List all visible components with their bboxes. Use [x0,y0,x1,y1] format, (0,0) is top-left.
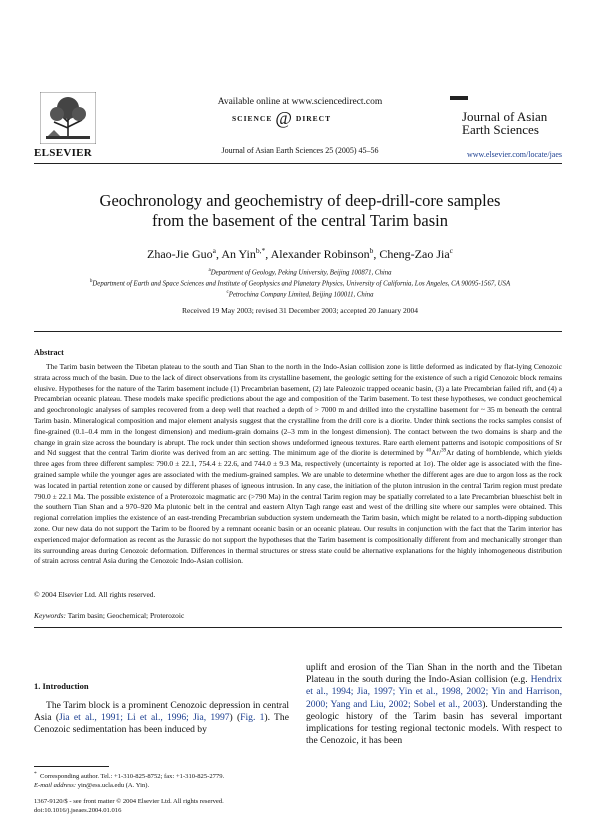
received-dates: Received 19 May 2003; revised 31 December 2003; accepted 20 January 2004 [182,306,418,315]
journal-name-line1: Journal of Asian [462,109,548,124]
keywords-label: Keywords: [34,611,66,620]
author-name: Alexander Robinson [270,247,370,261]
sciencedirect-right: DIRECT [295,113,332,123]
affiliation-mark: b [89,279,93,284]
footnote-divider [34,766,109,767]
body-column-right [306,662,562,747]
author-name: An Yin [221,247,256,261]
sciencedirect-at-icon: @ [275,108,293,128]
affiliation-text: Department of Geology, Peking University, Beijing 100871, China [210,269,392,277]
abstract-copyright: © 2004 Elsevier Ltd. All rights reserved. [34,590,156,599]
issn-line: 1367-9120/$ - see front matter © 2004 Elsevier Ltd. All rights reserved. [34,798,224,805]
sciencedirect-left: SCIENCE [232,113,273,123]
affiliation-text: Petrochina Company Limited, Beijing 100011, China [228,291,374,299]
body-text: ) ( [229,712,241,724]
footnote-email [34,781,289,790]
elsevier-tree-logo [40,92,96,144]
title-divider [34,331,562,332]
affiliation [34,268,566,276]
footnote-corresponding-text: Corresponding author. Tel.: +1-310-825-8752; fax: +1-310-825-2779. [40,773,225,781]
journal-logo-bar [450,96,468,100]
affiliation-mark: c [226,290,229,295]
article-title [60,191,540,231]
abstract-body [34,362,562,567]
footnote-email-label: E-mail address: [34,782,77,790]
affiliation-mark: a [208,268,211,273]
doi-line[interactable]: doi:10.1016/j.jseaes.2004.01.016 [34,807,122,814]
body-text: The Tarim block is a prominent Cenozoic depression in central Asia ( [34,700,289,724]
abstract-ar: Ar/ [431,448,442,458]
article-title-line1: Geochronology and geochemistry of deep-drill-core samples [99,191,501,210]
author-list: Zhao-Jie Guo$^a$, An Yin$^{b,*}$, Alexander Robinson$^b$, Cheng-Zao Jia$^c$ [146,246,453,261]
affiliation-text: Department of Earth and Space Sciences and Institute of Geophysics and Planetary Physics, University of California, Los Angeles, CA 90095-1567, USA [92,280,511,288]
author-mark: b,* [255,246,266,255]
body-text: ). The Cenozoic sedimentation has been induced by [34,712,289,736]
abstract-divider [34,627,562,628]
publisher-name: ELSEVIER [34,147,93,159]
citation-link[interactable]: Jia et al., 1991; Li et al., 1996; Jia, 1997 [59,712,230,724]
footnote-mark: * [34,771,37,777]
figure-link[interactable]: Fig. 1 [240,712,265,724]
author-name: Cheng-Zao Jia [379,247,450,261]
header-divider [34,163,562,164]
author-mark: b [369,246,374,255]
abstract-sup-39: 39 [441,448,447,454]
sciencedirect-logo [232,110,331,126]
journal-name-line2: Earth Sciences [462,122,539,137]
affiliation [34,279,566,287]
body-text: ). Understanding the geologic history of the Tarim basin has several important implications for testing regional tectonic models. With respect to the Cenozoic, it has been [306,698,562,747]
abstract-heading: Abstract [34,348,64,357]
section-heading-introduction: 1. Introduction [34,681,89,691]
footnote-corresponding [34,770,289,781]
keywords-line [34,611,184,620]
body-text: uplift and erosion of the Tian Shan in the north and the Tibetan Plateau in the south during the Indo-Asian collision (e.g. [306,662,562,686]
body-column-left [34,700,289,737]
issn-doi [34,797,224,815]
author-mark: c [449,246,453,255]
citation-link[interactable]: Hendrix et al., 1994; Jia, 1997; Yin et al., 1998, 2002; Yin and Harrison, 2000; Yang and Liu, 2002; Sobel et al., 2003 [306,674,562,710]
journal-reference: Journal of Asian Earth Sciences 25 (2005) 45–56 [221,146,379,155]
footnote [34,770,289,790]
footnote-email-address[interactable]: yin@ess.ucla.edu (A. Yin). [77,782,150,790]
journal-url-link[interactable]: www.elsevier.com/locate/jaes [467,150,562,159]
keywords-list: Tarim basin; Geochemical; Proterozoic [67,611,185,620]
author-name: Zhao-Jie Guo [146,247,213,261]
available-online-text: Available online at www.sciencedirect.com [217,97,383,107]
article-title-line2: from the basement of the central Tarim basin [152,211,448,230]
author-mark: a [212,246,216,255]
journal-name [462,110,547,136]
affiliation [34,290,566,298]
abstract-sup-40: 40 [426,448,432,454]
abstract-text-part1: The Tarim basin between the Tibetan plateau to the south and Tian Shan to the north in the Indo-Asian collision zone is little deformed as indicated by flat-lying Cenozoic strata across much of the basin. Due to the lack of direct observations from its crystalline basement, the geologic setting for the existence of such a rigid Cenozoic block remains elusive. Hypotheses for the nature of the Tarim basement include (1) Precambrian basement, (2) late Paleozoic trapped oceanic basin, (3) a late Precambrian failed rift, and (4) a Precambrian oceanic plateau. These models make specific predictions about the age and composition of the Tarim basement. To test these hypotheses, we conduct geochemical and geochronologic analyses of samples recovered from a deep well that reached a depth of > 7000 m and drilled into the crystalline basement for ~ 35 m beneath the central Tarim basin. Mineralogical composition and major element analysis suggest that the crystalline from the drill core is a diorite. Under think sections the rocks samples consist of fine-grained (0.1–0.4 mm in the longest dimension) and medium-grain domains (2–3 mm in the longest dimension). The contact between the two domains is sharp and the change in grain size across the boundary is abrupt. The rock under thin section shows undeformed igneous textures. Rare earth element patterns and isotopic compositions of Sr and Nd suggest that the central Tarim diorite was derived from an arc setting. The minimum age of the diorite is determined by [34,362,562,458]
abstract-text-part2: Ar dating of hornblende, which yields three ages from three different samples: 790.0 ± 22.1, 754.4 ± 22.6, and 744.0 ± 9.3 Ma, respectively (uncertainty is reported at 1σ). The older age is associated with the fine-grained sample while the younger ages are associated with the medium-grained samples. We are unable to determine whether the different ages are due to argon loss as the rock was located in partial retention zone or caused by different phases of igneous intrusion. In any case, the initiation of the pluton intrusion in the central Tarim region must predate 790.0 ± 22.1 Ma. The possible existence of a Proterozoic magmatic arc (>790 Ma) in the central Tarim region may be spatially correlated to a late Precambrian blueschist belt in the southern Tian Shan and a 970–920 Ma plutonic belt in the central and eastern Altyn Tagh range east and west of the drilling site where our samples were obtained. This regional correlation implies the existence of an east-trending Precambrian subduction system underneath the Tarim basin, which might be related to a north-dipping subduction zone. Our new data do not support the Tarim to be floored by a remnant oceanic basin or an oceanic plateau. Our results in conjunction with the fact that the Tarim interior has experienced major deformation as recent as the Jurassic do not support the hypotheses that the Tarim basement is compositionally different from and mechanically stronger than its surrounding areas during Cenozoic deformation. Differences in thermal structures or stress state could be alternative explanations for the highly inhomogeneous distribution of strain across central Asia during the Cenozoic Indo-Asian collision. [34,448,562,566]
